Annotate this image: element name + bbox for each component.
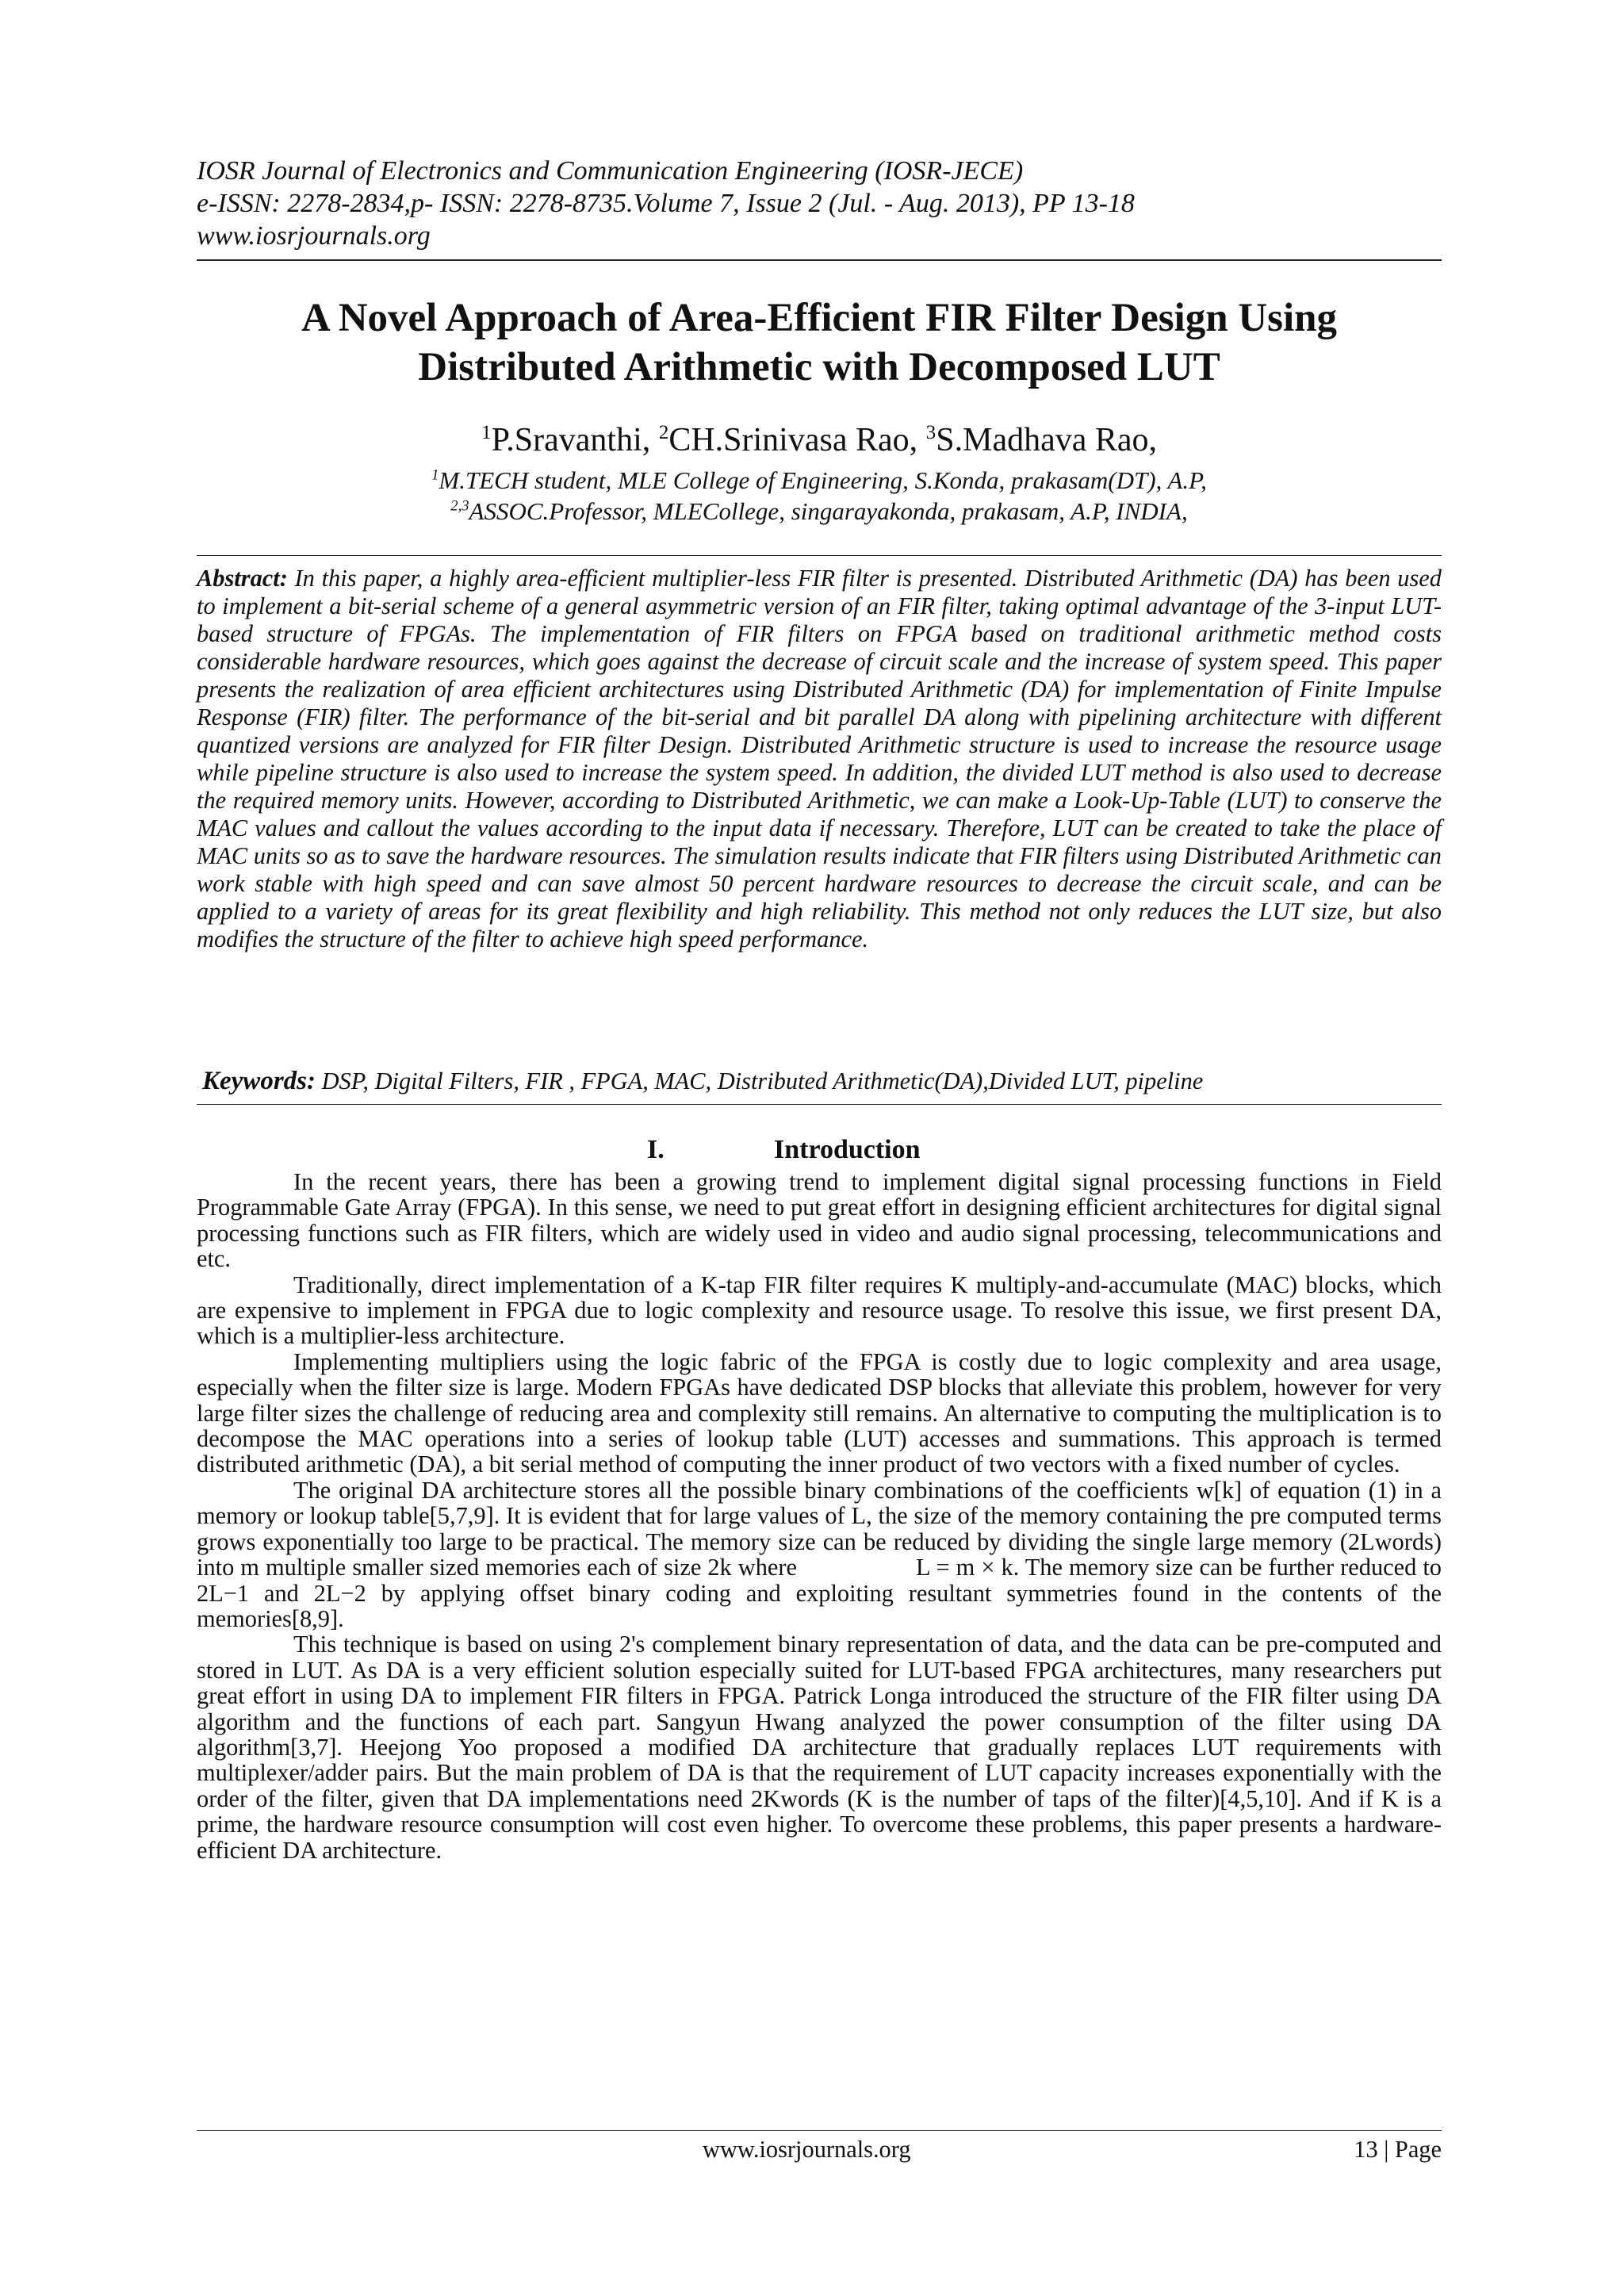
paragraph-1: In the recent years, there has been a growing trend to implement digital signal processing functions in Field Programmable Gate Array (FPGA). In this sense, we need to put great effort in designing efficient architectures for digital signal processing functions such as FIR filters, which are widely used in video and audio signal processing, telecommunications and etc. bbox=[197, 1168, 1442, 1273]
journal-issn: e-ISSN: 2278-2834,p- ISSN: 2278-8735.Volume 7, Issue 2 (Jul. - Aug. 2013), PP 13-18 bbox=[197, 189, 1135, 218]
header-rule bbox=[197, 259, 1442, 261]
paragraph-4 bbox=[197, 1478, 1442, 1631]
affiliation-2-text: ASSOC.Professor, MLECollege, singarayakonda, prakasam, A.P, INDIA, bbox=[469, 497, 1188, 525]
keywords bbox=[202, 1067, 1443, 1095]
footer-rule bbox=[197, 2130, 1442, 2131]
author-1: P.Sravanthi, bbox=[491, 422, 659, 458]
keywords-text: DSP, Digital Filters, FIR , FPGA, MAC, Distributed Arithmetic(DA),Divided LUT, pipeline bbox=[316, 1068, 1204, 1094]
paragraph-4-part-2: L = m × k. The memory size can be further reduced to 2L−1 and 2L−2 by applying offset binary coding and exploiting resultant symmetries found in the contents of the memories[8,9]. bbox=[197, 1554, 1442, 1632]
section-number: I. bbox=[647, 1135, 665, 1164]
footer-url[interactable]: www.iosrjournals.org bbox=[703, 2136, 911, 2163]
journal-url[interactable]: www.iosrjournals.org bbox=[197, 221, 431, 251]
paragraph-5: This technique is based on using 2's complement binary representation of data, and the data can be pre-computed and stored in LUT. As DA is a very efficient solution especially suited for LUT-based FPGA architectures, many researchers put great effort in using DA to implement FIR filters in FPGA. Patrick Longa introduced the structure of the FIR filter using DA algorithm and the functions of each part. Sangyun Hwang analyzed the power consumption of the filter using DA algorithm[3,7]. Heejong Yoo proposed a modified DA architecture that gradually replaces LUT requirements with multiplexer/adder pairs. But the main problem of DA is that the requirement of LUT capacity increases exponentially with the order of the filter, given that DA implementations need 2Kwords (K is the number of taps of the filter)[4,5,10]. And if K is a prime, the hardware resource consumption will cost even higher. To overcome these problems, this paper presents a hardware-efficient DA architecture. bbox=[197, 1631, 1442, 1864]
author-1-marker: 1 bbox=[481, 422, 492, 443]
page-number: 13 | Page bbox=[1354, 2136, 1442, 2163]
journal-name: IOSR Journal of Electronics and Communication Engineering (IOSR-JECE) bbox=[197, 156, 1024, 186]
abstract-bottom-rule bbox=[197, 1104, 1442, 1105]
title-line-2: Distributed Arithmetic with Decomposed LUT bbox=[418, 345, 1220, 389]
author-3-marker: 3 bbox=[925, 422, 936, 443]
title-line-1: A Novel Approach of Area-Efficient FIR Filter Design Using bbox=[301, 296, 1338, 340]
paragraph-2: Traditionally, direct implementation of a K-tap FIR filter requires K multiply-and-accumulate (MAC) blocks, which are expensive to implement in FPGA due to logic complexity and resource usage. To resolve this issue, we first present DA, which is a multiplier-less architecture. bbox=[197, 1271, 1442, 1350]
author-list bbox=[197, 420, 1442, 460]
author-2: CH.Srinivasa Rao, bbox=[668, 422, 926, 458]
paper-title bbox=[197, 293, 1442, 392]
author-3: S.Madhava Rao, bbox=[936, 422, 1158, 458]
body-text bbox=[197, 1169, 1442, 1863]
journal-header bbox=[197, 155, 1442, 252]
author-2-marker: 2 bbox=[658, 422, 669, 443]
abstract-top-rule bbox=[197, 555, 1442, 556]
paragraph-3: Implementing multipliers using the logic fabric of the FPGA is costly due to logic complexity and area usage, especially when the filter size is large. Modern FPGAs have dedicated DSP blocks that alleviate this problem, however for very large filter sizes the challenge of reducing area and complexity still remains. An alternative to computing the multiplication is to decompose the MAC operations into a series of lookup table (LUT) accesses and summations. This approach is termed distributed arithmetic (DA), a bit serial method of computing the inner product of two vectors with a fixed number of cycles. bbox=[197, 1347, 1442, 1478]
abstract-label: Abstract: bbox=[197, 565, 288, 592]
affiliation-2-marker: 2,3 bbox=[450, 497, 469, 515]
affiliation-1-marker: 1 bbox=[431, 466, 439, 484]
abstract-text: In this paper, a highly area-efficient multiplier-less FIR filter is presented. Distributed Arithmetic (DA) has been used to implement a bit-serial scheme of a general asymmetric version of an FIR filter, taking optimal advantage of the 3-input LUT-based structure of FPGAs. The implementation of FIR filters on FPGA based on traditional arithmetic method costs considerable hardware resources, which goes against the decrease of circuit scale and the increase of system speed. This paper presents the realization of area efficient architectures using Distributed Arithmetic (DA) for implementation of Finite Impulse Response (FIR) filter. The performance of the bit-serial and bit parallel DA along with pipelining architecture with different quantized versions are analyzed for FIR filter Design. Distributed Arithmetic structure is used to increase the resource usage while pipeline structure is also used to increase the system speed. In addition, the divided LUT method is also used to decrease the required memory units. However, according to Distributed Arithmetic, we can make a Look-Up-Table (LUT) to conserve the MAC values and callout the values according to the input data if necessary. Therefore, LUT can be created to take the place of MAC units so as to save the hardware resources. The simulation results indicate that FIR filters using Distributed Arithmetic can work stable with high speed and can save almost 50 percent hardware resources to decrease the circuit scale, and can be applied to a variety of areas for its great flexibility and high reliability. This method not only reduces the LUT size, but also modifies the structure of the filter to achieve high speed performance. bbox=[197, 565, 1442, 953]
affiliation-1-text: M.TECH student, MLE College of Engineering, S.Konda, prakasam(DT), A.P, bbox=[439, 466, 1207, 494]
paragraph-4-part-1: The original DA architecture stores all the possible binary combinations of the coefficients w[k] of equation (1) in a memory or lookup table[5,7,9]. It is evident that for large values of L, the size of the memory containing the pre computed terms grows exponentially too large to be practical. The memory size can be reduced by dividing the single large memory (2Lwords) into m multiple smaller sized memories each of size 2k where bbox=[197, 1476, 1442, 1581]
section-title: Introduction bbox=[774, 1135, 921, 1164]
affiliation-2 bbox=[197, 496, 1442, 527]
abstract bbox=[197, 565, 1442, 953]
keywords-label: Keywords: bbox=[202, 1067, 316, 1095]
affiliation-1 bbox=[197, 466, 1442, 496]
